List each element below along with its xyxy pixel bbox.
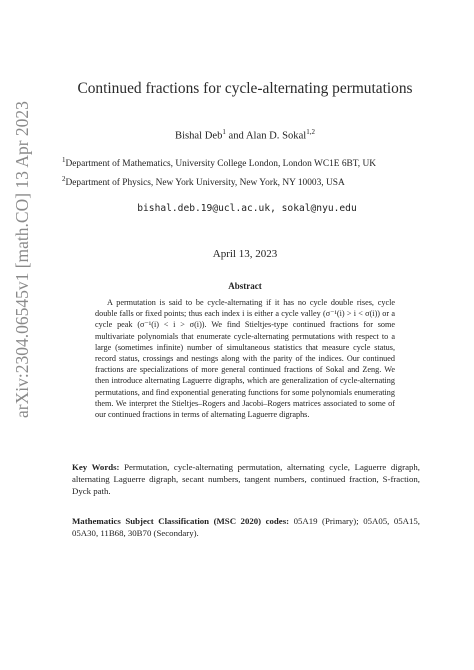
- affiliation: [62, 156, 462, 169]
- abstract-heading: Abstract: [228, 281, 262, 291]
- keywords-label: Key Words:: [72, 462, 120, 472]
- msc-label: Mathematics Subject Classification (MSC 2020) codes:: [72, 516, 290, 526]
- abstract-body: A permutation is said to be cycle-alternating if it has no cycle double rises, cycle double falls or fixed points; thus each index i is either a cycle valley (σ⁻¹(i) > i < σ(i)) or a cycle peak (σ⁻¹(i) < i > σ(i)). We find Stieltjes-type continued fractions for some multivariate polynomials that enumerate cycle-alternating permutations with respect to a large (sometimes infinite) number of simultaneous statistics that measure cycle status, record status, crossings and nestings along with the parity of the indices. Our continued fractions are specializations of more general continued fractions of Sokal and Zeng. We then introduce alternating Laguerre digraphs, which are generalization of cycle-alternating permutations, and find exponential generating functions for some polynomials enumerating them. We interpret the Stieltjes–Rogers and Jacobi–Rogers matrices associated to some of our continued fractions in terms of alternating Laguerre digraphs.: [95, 298, 395, 420]
- affiliation-mark: 1: [222, 128, 226, 136]
- affiliation-mark: 2: [62, 175, 66, 183]
- msc-codes: 05A19 (Primary); 05A05, 05A15, 05A30, 11B68, 30B70 (Secondary).: [72, 516, 421, 538]
- affiliation-text: Department of Mathematics, University College London, London WC1E 6BT, UK: [65, 159, 377, 170]
- keywords-text: Permutation, cycle-alternating permutation, alternating cycle, Laguerre digraph, alternating Laguerre digraph, secant numbers, tangent numbers, continued fraction, S-fraction, Dyck path.: [72, 462, 420, 496]
- affiliation-mark: 1,2: [306, 128, 315, 136]
- keywords-section: [72, 461, 420, 497]
- author-conjunction: and: [228, 130, 244, 142]
- affiliation-text: Department of Physics, New York University, New York, NY 10003, USA: [65, 178, 345, 189]
- author-name: Bishal Deb: [175, 130, 223, 142]
- arxiv-identifier-stamp: arXiv:2304.06545v1 [math.CO] 13 Apr 2023: [12, 101, 32, 418]
- paper-date: April 13, 2023: [212, 248, 278, 260]
- paper-title: Continued fractions for cycle-alternating permutations: [77, 80, 413, 97]
- affiliation-mark: 1: [62, 156, 66, 164]
- msc-section: [72, 515, 420, 539]
- author-emails[interactable]: bishal.deb.19@ucl.ac.uk, sokal@nyu.edu: [137, 203, 357, 214]
- author-name: Alan D. Sokal: [245, 130, 307, 142]
- affiliation: [62, 175, 462, 188]
- author-line: [80, 128, 410, 142]
